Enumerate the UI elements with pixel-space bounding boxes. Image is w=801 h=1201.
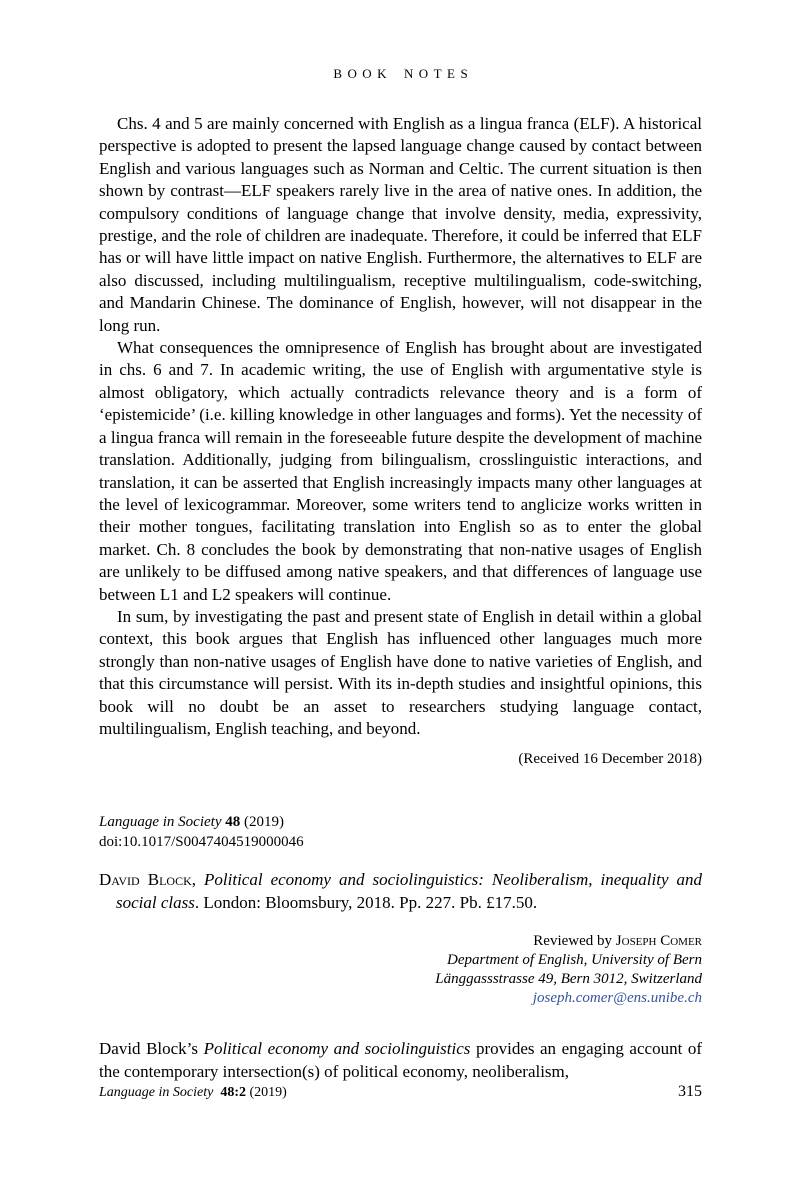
citation-author: David Block [99, 870, 192, 890]
paragraph-1: Chs. 4 and 5 are mainly concerned with English as a lingua franca (ELF). A historical perspective is adopted to present the lapsed language change caused by contact between English and various languages such as Norman and Celtic. The current situation is then shown by contrast—ELF speakers rarely live in the area of native ones. In addition, the compulsory conditions of language change that involve density, media, expressivity, prestige, and the role of children are inadequate. Therefore, it could be inferred that ELF has or will have little impact on native English. Furthermore, the alternatives to ELF are also discussed, including multilingualism, receptive multilingualism, code-switching, and Mandarin Chinese. The dominance of English, however, will not disappear in the long run. [99, 114, 702, 335]
journal-year: (2019) [240, 814, 284, 831]
book-note-body [99, 113, 702, 740]
paragraph-3: In sum, by investigating the past and present state of English in detail within a global context, this book argues that English has influenced other languages much more strongly than non-native usages of English have done to native varieties of English, and that this circumstance will persist. With its in-depth studies and insightful opinions, this book will no doubt be an asset to researchers studying language contact, multilingualism, English teaching, and beyond. [99, 606, 702, 738]
reviewer-email-line [99, 989, 702, 1008]
citation-separator: , [191, 870, 205, 890]
reviewed-by-prefix: Reviewed by [533, 933, 616, 950]
footer-volume: 48:2 [220, 1085, 246, 1100]
citation-title: Political economy and sociolinguistics: Neoliberalism, inequality and social class [116, 870, 703, 913]
paragraph-2: What consequences the omnipresence of English has brought about are investigated in chs. 6 and 7. In academic writing, the use of English with argumentative style is almost obligatory, which actually contradicts relevance theory and is a form of ‘epistemicide’ (i.e. killing knowledge in other languages and forms). Yet the necessity of a lingua franca will remain in the foreseeable future despite the development of machine translation. Additionally, judging from bilingualism, crosslinguistic interactions, and translation, it can be asserted that English increasingly impacts many other languages at the level of lexicogrammar. Moreover, some writers tend to anglicize works written in their mother tongues, facilitating translation into English so as to enter the global market. Ch. 8 concludes the book by demonstrating that non-native usages of English are unlikely to be diffused among native speakers, and that differences of language use between L1 and L2 speakers will continue. [99, 338, 702, 604]
book-citation [99, 868, 702, 914]
reviewer-name: Joseph Comer [615, 933, 702, 950]
page-footer [99, 1083, 702, 1101]
doi: doi:10.1017/S0047404519000046 [99, 834, 304, 851]
reviewer-email-link[interactable]: joseph.comer@ens.unibe.ch [532, 990, 702, 1007]
reviewer-affiliation-1: Department of English, University of Bern [447, 952, 702, 969]
reviewer-block [99, 932, 702, 1008]
footer-journal-line [99, 1085, 287, 1101]
journal-volume-line [99, 812, 702, 832]
reviewed-by-line [99, 932, 702, 951]
review-intro-continuation: provides an engaging account of the contemporary intersection(s) of political economy, neoliberalism, [99, 1039, 702, 1081]
reviewer-affiliation-2: Länggassstrasse 49, Bern 3012, Switzerland [435, 971, 702, 988]
footer-journal-name: Language in Society [99, 1085, 214, 1100]
journal-name: Language in Society [99, 814, 222, 831]
journal-info [99, 812, 702, 852]
footer-year: (2019) [245, 1085, 287, 1100]
journal-volume: 48 [225, 814, 241, 831]
review-intro-text: David Block’s [99, 1039, 204, 1059]
citation-publisher: . London: Bloomsbury, 2018. Pp. 227. Pb. £17.50. [194, 893, 538, 913]
received-date: (Received 16 December 2018) [518, 751, 702, 768]
running-head: BOOK NOTES [333, 66, 474, 81]
review-opening-paragraph [99, 1038, 702, 1083]
review-book-title: Political economy and sociolinguistics [203, 1039, 471, 1059]
page-number: 315 [678, 1083, 702, 1100]
